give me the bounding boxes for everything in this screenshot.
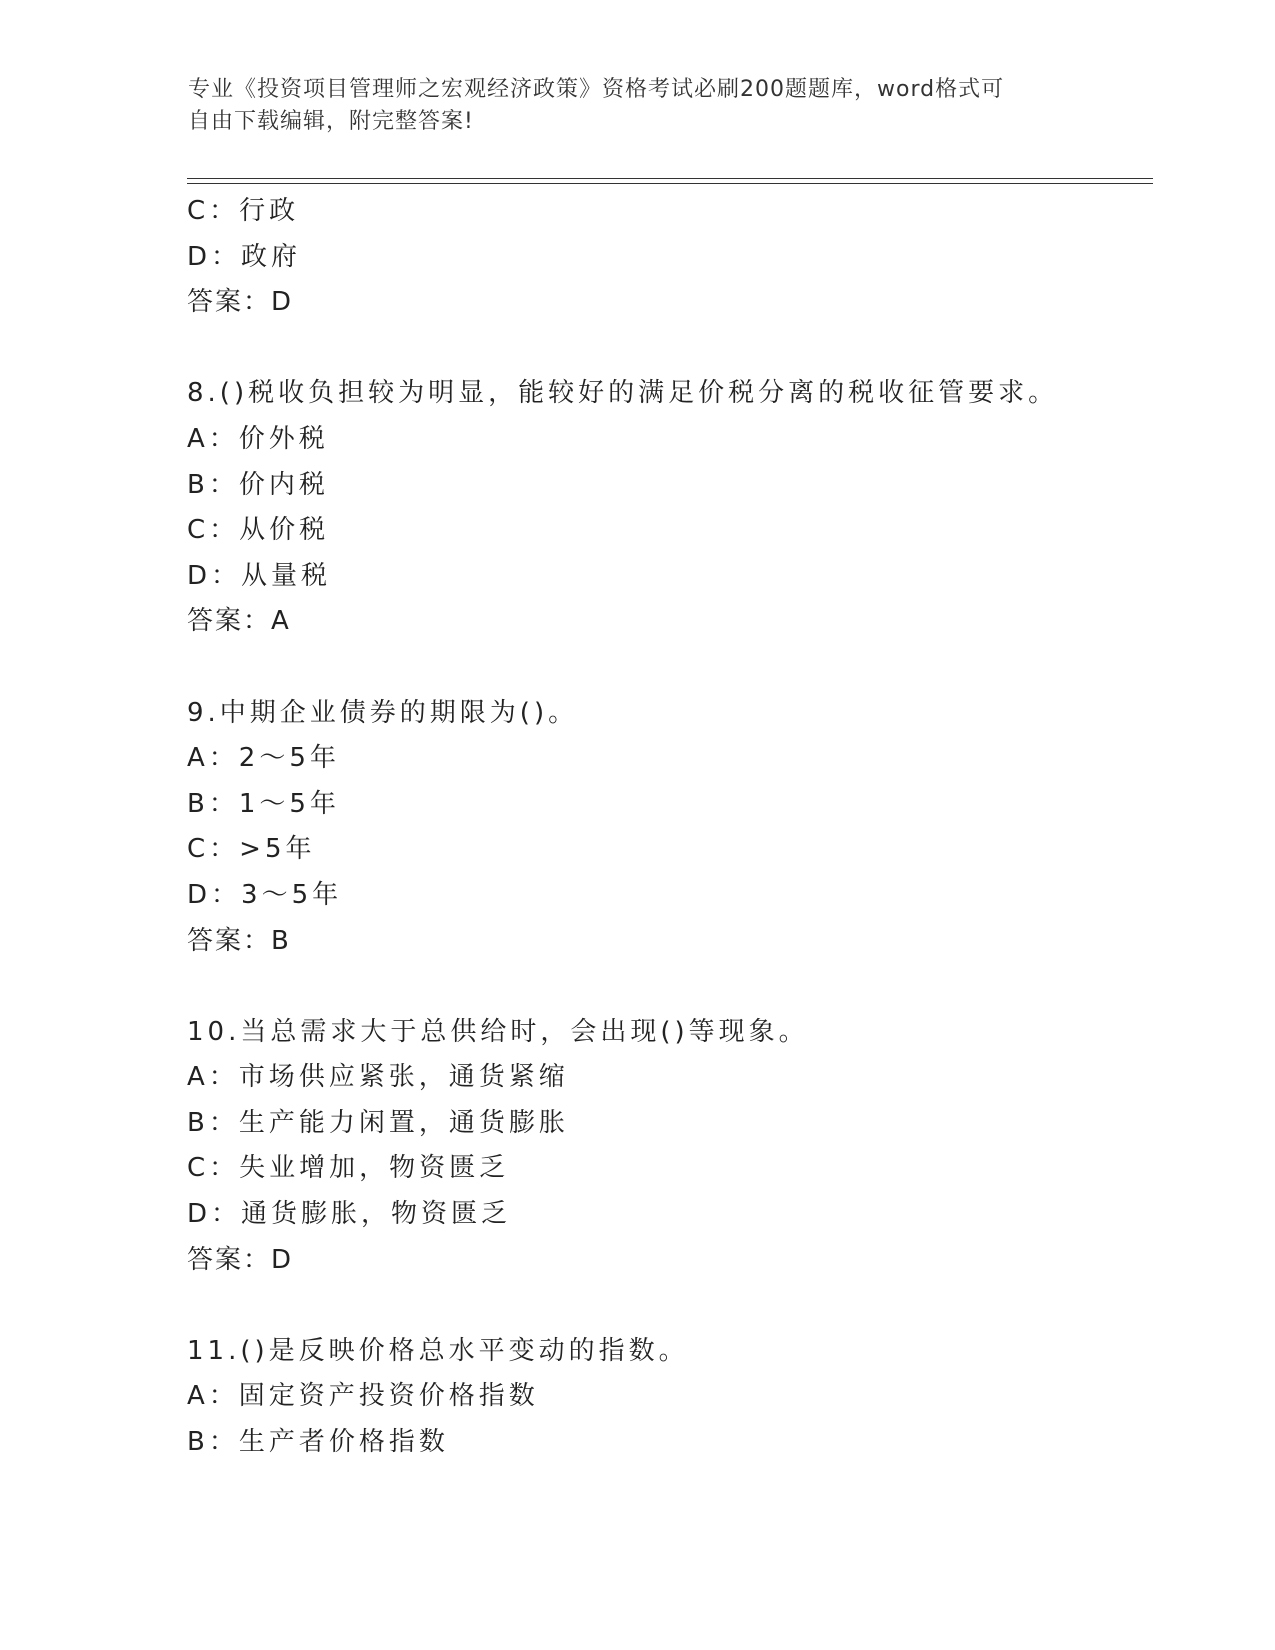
option-d: D：从量税 (187, 560, 332, 591)
option-b: B：1～5年 (187, 788, 340, 819)
option-b: B：价内税 (187, 469, 329, 500)
option-a: A：2～5年 (187, 743, 340, 774)
spacer (187, 1283, 1147, 1329)
answer-line: 答案：D (187, 1244, 294, 1275)
option-c: C：失业增加，物资匮乏 (187, 1153, 510, 1184)
header-rule-top (187, 178, 1153, 179)
question-stem: 8.()税收负担较为明显，能较好的满足价税分离的税收征管要求。 (187, 378, 1059, 409)
option-b: B：生产者价格指数 (187, 1427, 449, 1458)
answer-line: 答案：B (187, 925, 291, 956)
question-block-11 (187, 1329, 1147, 1466)
option-a: A：价外税 (187, 423, 329, 454)
option-d: D：政府 (187, 241, 302, 272)
spacer (187, 645, 1147, 691)
spacer (187, 964, 1147, 1010)
question-stem: 11.()是反映价格总水平变动的指数。 (187, 1335, 689, 1366)
answer-line: 答案：A (187, 606, 291, 637)
option-d: D：通货膨胀，物资匮乏 (187, 1199, 512, 1230)
document-header (188, 74, 1068, 138)
spacer (187, 326, 1147, 372)
option-c: C：>5年 (187, 834, 316, 865)
option-c: C：行政 (187, 196, 300, 226)
option-a: A：市场供应紧张，通货紧缩 (187, 1062, 569, 1093)
question-stem: 9.中期企业债券的期限为()。 (187, 697, 579, 728)
answer-line: 答案：D (187, 287, 294, 318)
question-block-10 (187, 1010, 1147, 1284)
question-list (187, 189, 1147, 1466)
option-d: D：3～5年 (187, 879, 343, 910)
header-rule-bottom (187, 183, 1153, 184)
question-block-9 (187, 691, 1147, 965)
header-line-2: 自由下载编辑，附完整答案! (188, 109, 474, 134)
question-stem: 10.当总需求大于总供给时，会出现()等现象。 (187, 1016, 809, 1047)
question-block-7-continued (187, 189, 1147, 326)
option-b: B：生产能力闲置，通货膨胀 (187, 1107, 569, 1138)
header-line-1: 专业《投资项目管理师之宏观经济政策》资格考试必刷200题题库，word格式可 (188, 77, 1005, 102)
option-a: A：固定资产投资价格指数 (187, 1381, 539, 1412)
question-block-8 (187, 371, 1147, 645)
option-c: C：从价税 (187, 515, 330, 546)
